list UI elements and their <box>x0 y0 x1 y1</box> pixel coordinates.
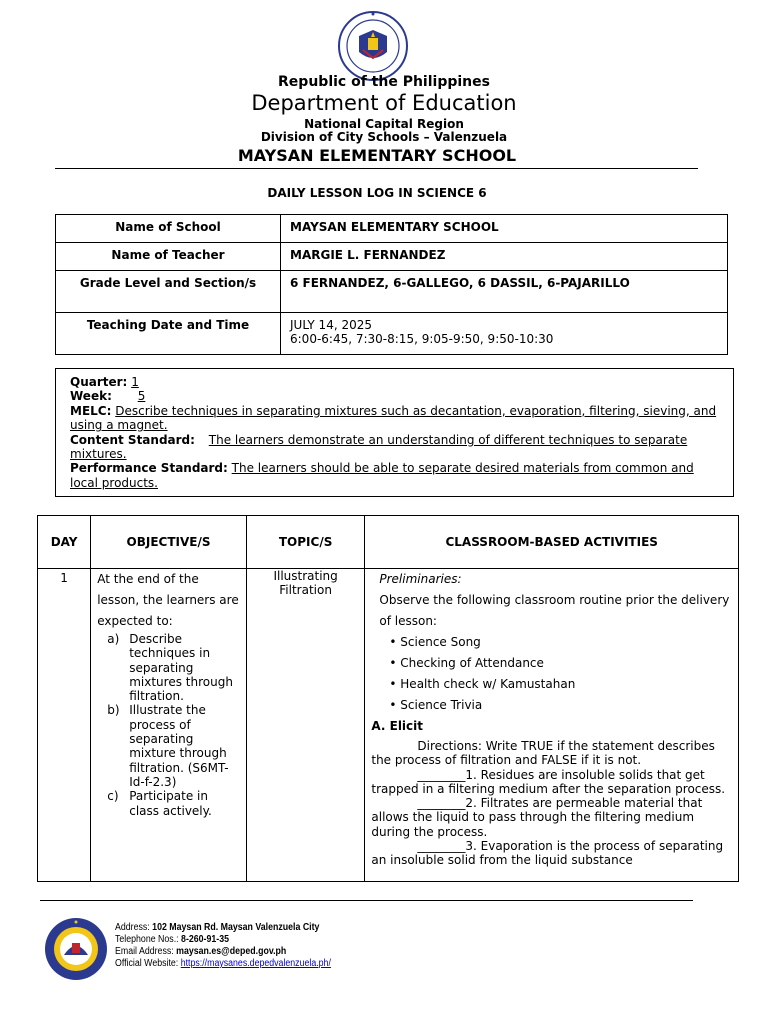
lesson-table <box>37 515 739 882</box>
objective-marker: b) <box>107 703 120 718</box>
header-divider <box>55 168 698 169</box>
website-label: Official Website: <box>115 958 181 969</box>
observe-text: Observe the following classroom routine prior the delivery of lesson: <box>379 593 730 628</box>
info-row <box>56 243 728 271</box>
day-cell: 1 <box>38 569 91 882</box>
phone-label: Telephone Nos.: <box>115 934 182 945</box>
week-label: Week: <box>70 389 112 404</box>
quiz-item: ________2. Filtrates are permeable material that allows the liquid to pass through the filtering medium during the process. <box>371 796 703 839</box>
routine-text: Checking of Attendance <box>400 656 544 670</box>
topic-text: Illustrating Filtration <box>273 569 338 597</box>
melc-line <box>70 404 723 433</box>
objective-header: OBJECTIVE/S <box>91 516 247 569</box>
quarter-value: 1 <box>131 375 139 389</box>
objective-list <box>97 632 240 818</box>
objective-item <box>97 703 240 789</box>
bullet-icon: • <box>389 677 397 691</box>
deped-seal-logo <box>337 10 409 82</box>
elicit-heading: A. Elicit <box>371 719 424 733</box>
info-row <box>56 215 728 243</box>
region-heading: National Capital Region <box>304 117 464 131</box>
melc-value: Describe techniques in separating mixtures such as decantation, evaporation, filtering, sieving, and using a magnet. <box>70 403 717 433</box>
email-value: maysan.es@deped.gov.ph <box>176 946 287 957</box>
objective-marker: a) <box>107 632 120 646</box>
school-heading: MAYSAN ELEMENTARY SCHOOL <box>237 146 517 165</box>
info-row <box>56 313 728 355</box>
bullet-icon: • <box>389 635 397 649</box>
info-value <box>281 313 728 355</box>
preliminaries-label: Preliminaries: <box>379 572 462 586</box>
bullet-icon: • <box>389 656 397 670</box>
activities-header: CLASSROOM-BASED ACTIVITIES <box>365 516 739 569</box>
info-label: Name of Teacher <box>56 243 281 271</box>
routine-text: Science Trivia <box>400 698 483 712</box>
objective-marker: c) <box>107 789 119 804</box>
content-standard-value: The learners demonstrate an understanding of different techniques to separate mixtures. <box>70 432 688 462</box>
routine-list <box>371 632 734 716</box>
objective-intro: At the end of the lesson, the learners are expected to: <box>97 572 239 628</box>
teaching-date: JULY 14, 2025 <box>290 318 372 332</box>
routine-item <box>389 695 734 716</box>
routine-text: Science Song <box>400 635 481 649</box>
info-table <box>55 214 728 355</box>
week-value: 5 <box>137 389 146 404</box>
footer-divider <box>40 900 693 901</box>
objective-item <box>97 632 240 703</box>
objective-item <box>97 789 240 818</box>
quiz-item: ________1. Residues are insoluble solids that get trapped in a filtering medium after the separation process. <box>371 767 726 796</box>
lesson-header-row <box>38 516 739 569</box>
email-label: Email Address: <box>115 946 177 957</box>
objective-cell <box>91 569 247 882</box>
address-value: 102 Maysan Rd. Maysan Valenzuela City <box>152 922 320 933</box>
week-line <box>70 389 723 403</box>
directions-text: Directions: Write TRUE if the statement describes the process of filtration and FALSE if it is not. <box>371 739 715 768</box>
activities-cell <box>365 569 739 882</box>
phone-line <box>115 934 331 946</box>
content-standard-line <box>70 433 723 462</box>
address-label: Address: <box>115 922 153 933</box>
standards-box <box>55 368 734 497</box>
info-value: MAYSAN ELEMENTARY SCHOOL <box>281 215 728 243</box>
topic-header: TOPIC/S <box>246 516 365 569</box>
website-line <box>115 958 331 970</box>
website-link[interactable]: https://maysanes.depedvalenzuela.ph/ <box>180 958 331 969</box>
performance-standard-value: The learners should be able to separate desired materials from common and local products. <box>70 461 694 490</box>
quarter-line <box>70 375 723 389</box>
content-standard-label: Content Standard: <box>70 432 195 447</box>
quarter-label: Quarter: <box>70 375 128 389</box>
activities-content <box>371 569 734 879</box>
objective-text: Participate in class actively. <box>129 789 212 818</box>
melc-label: MELC: <box>70 403 112 418</box>
info-value: MARGIE L. FERNANDEZ <box>281 243 728 271</box>
info-row <box>56 271 728 313</box>
bullet-icon: • <box>389 698 397 712</box>
routine-item <box>389 632 734 653</box>
objective-text: Describe techniques in separating mixtures through filtration. <box>129 632 233 704</box>
objective-text: Illustrate the process of separating mixture through filtration. (S6MT-Id-f-2.3) <box>129 703 229 789</box>
routine-text: Health check w/ Kamustahan <box>400 677 576 691</box>
contact-block <box>115 922 331 970</box>
info-label: Name of School <box>56 215 281 243</box>
school-seal-logo <box>44 917 108 981</box>
department-heading: Department of Education <box>251 91 517 115</box>
info-label: Teaching Date and Time <box>56 313 281 355</box>
address-line <box>115 922 331 934</box>
republic-heading: Republic of the Philippines <box>278 74 490 90</box>
info-label: Grade Level and Section/s <box>56 271 281 313</box>
day-header: DAY <box>38 516 91 569</box>
performance-standard-line <box>70 461 723 490</box>
phone-value: 8-260-91-35 <box>181 934 230 945</box>
routine-item <box>389 653 734 674</box>
email-line <box>115 946 331 958</box>
topic-cell <box>246 569 365 882</box>
info-value: 6 FERNANDEZ, 6-GALLEGO, 6 DASSIL, 6-PAJARILLO <box>281 271 728 313</box>
teaching-time: 6:00-6:45, 7:30-8:15, 9:05-9:50, 9:50-10:30 <box>290 332 554 346</box>
document-title: DAILY LESSON LOG IN SCIENCE 6 <box>267 186 487 200</box>
quiz-item: ________3. Evaporation is the process of separating an insoluble solid from the liquid substance <box>371 839 724 868</box>
performance-standard-label: Performance Standard: <box>70 461 228 476</box>
lesson-row <box>38 569 739 882</box>
routine-item <box>389 674 734 695</box>
division-heading: Division of City Schools – Valenzuela <box>260 130 508 144</box>
